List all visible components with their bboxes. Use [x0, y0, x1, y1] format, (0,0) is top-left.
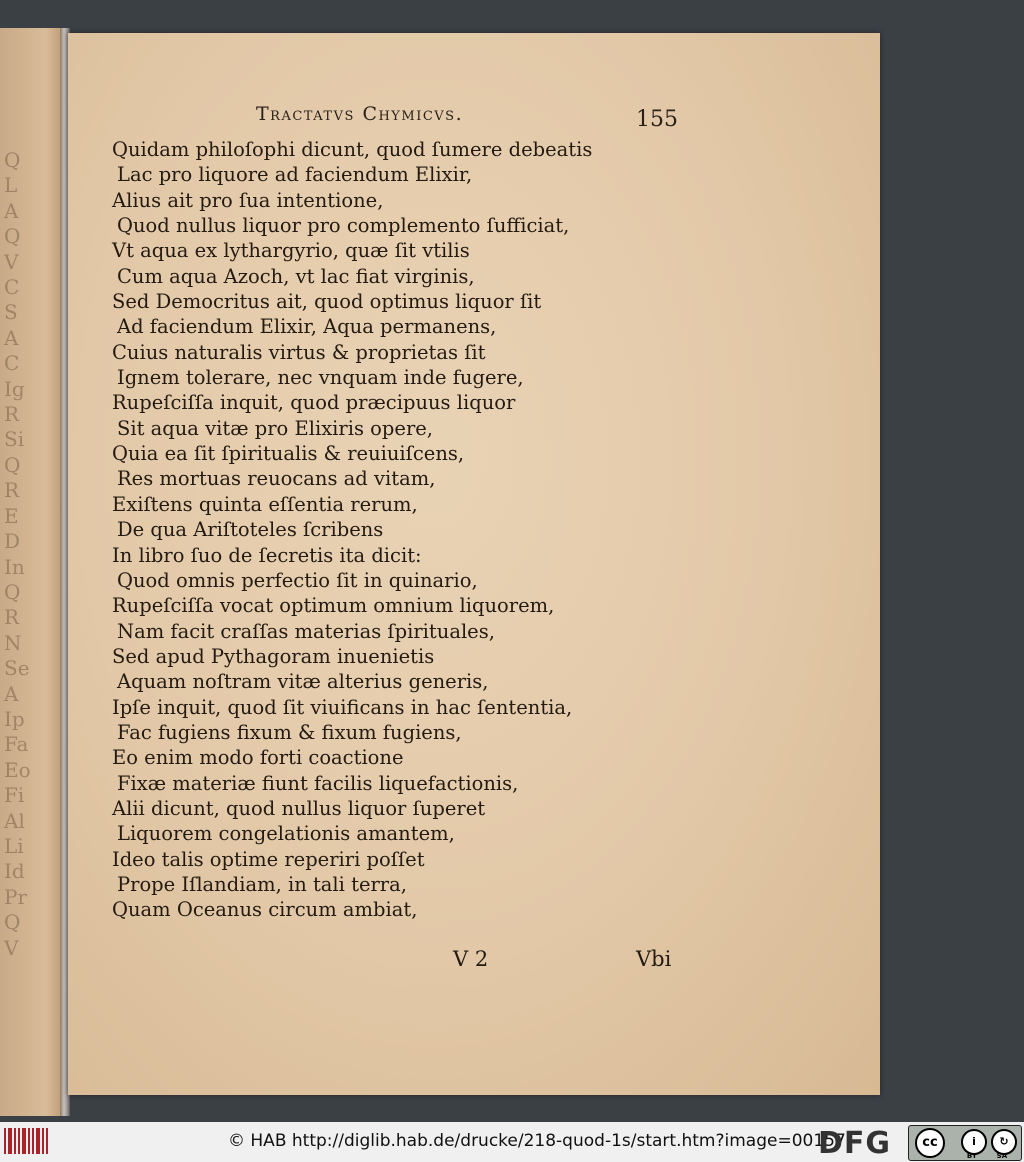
facing-page-fragment: C: [4, 275, 20, 300]
facing-page-fragment: Ip: [4, 706, 25, 731]
text-line: Eo enim modo forti coactione: [112, 746, 404, 770]
facing-page-edge: [0, 28, 66, 1116]
text-line: Quam Oceanus circum ambiat,: [112, 898, 418, 922]
text-line: Quia ea ſit ſpiritualis & reuiuiſcens,: [112, 442, 465, 466]
text-line: Res mortuas reuocans ad vitam,: [117, 467, 436, 491]
facing-page-fragment: Eo: [4, 757, 31, 782]
text-line: Fixæ materiæ fiunt facilis liquefactionis,: [117, 771, 519, 795]
text-line: Lac pro liquore ad faciendum Elixir,: [117, 163, 473, 187]
attribution-icon: i: [961, 1129, 987, 1155]
facing-page-fragment: Q: [4, 579, 21, 604]
text-line: Cum aqua Azoch, vt lac fiat virginis,: [117, 264, 475, 288]
facing-page-fragment: R: [4, 605, 20, 630]
text-line: Prope Iſlandiam, in tali terra,: [117, 872, 407, 896]
page-number: 155: [636, 107, 678, 132]
text-line: Ipſe inquit, quod ſit viuificans in hac ſententia,: [112, 695, 573, 719]
text-line: Nam facit craſſas materias ſpirituales,: [117, 619, 495, 643]
dfg-logo: DFG: [818, 1126, 892, 1161]
text-line: Vt aqua ex lythargyrio, quæ ſit vtilis: [112, 239, 470, 263]
facing-page-text: [4, 148, 62, 961]
text-line: Quidam philoſophi dicunt, quod ſumere debeatis: [112, 138, 593, 161]
text-line: Rupeſciſſa inquit, quod præcipuus liquor: [112, 391, 516, 415]
facing-page-fragment: Se: [4, 656, 30, 681]
facing-page-fragment: D: [4, 529, 21, 554]
text-line: Sed apud Pythagoram inuenietis: [112, 644, 435, 668]
by-tag: BY: [966, 1152, 977, 1160]
facing-page-fragment: A: [4, 325, 19, 350]
text-line: Quod omnis perfectio ſit in quinario,: [117, 568, 478, 592]
facing-page-fragment: Q: [4, 224, 21, 249]
facing-page-fragment: Id: [4, 859, 25, 884]
share-alike-icon: ↻: [991, 1129, 1017, 1155]
facing-page-fragment: In: [4, 554, 25, 579]
text-line: Aquam noſtram vitæ alterius generis,: [117, 670, 489, 694]
facing-page-fragment: R: [4, 478, 20, 503]
facing-page-fragment: Ig: [4, 376, 25, 401]
facing-page-fragment: A: [4, 681, 19, 706]
book-page: [68, 33, 880, 1095]
facing-page-fragment: Al: [4, 808, 25, 833]
text-line: In libro ſuo de ſecretis ita dicit:: [112, 543, 422, 567]
text-line: Liquorem congelationis amantem,: [117, 822, 455, 846]
copyright-link[interactable]: © HAB http://diglib.hab.de/drucke/218-quod-1s/start.htm?image=00157: [228, 1131, 846, 1151]
facing-page-fragment: Q: [4, 452, 21, 477]
facing-page-fragment: Fa: [4, 732, 29, 757]
facing-page-fragment: Si: [4, 427, 25, 452]
text-line: Alii dicunt, quod nullus liquor ſuperet: [112, 796, 486, 820]
facing-page-fragment: Li: [4, 833, 24, 858]
license-tags: [957, 1152, 1017, 1160]
signature-mark: V 2: [453, 947, 489, 971]
text-line: Ideo talis optime reperiri poſſet: [112, 847, 425, 871]
text-line: Sed Democritus ait, quod optimus liquor ſit: [112, 290, 542, 314]
text-line: Quod nullus liquor pro complemento ſufficiat,: [117, 214, 570, 238]
text-line: Alius ait pro ſua intentione,: [112, 188, 384, 212]
facing-page-fragment: Q: [4, 910, 21, 935]
running-header: Tractatvs Chymicvs.: [256, 103, 464, 125]
footer-bar: [0, 1122, 1024, 1162]
text-line: Sit aqua vitæ pro Elixiris opere,: [117, 416, 434, 440]
facing-page-fragment: Fi: [4, 783, 25, 808]
cc-license-badge[interactable]: [908, 1125, 1022, 1161]
text-line: Exiſtens quinta eſſentia rerum,: [112, 492, 418, 516]
facing-page-fragment: E: [4, 503, 19, 528]
facing-page-fragment: S: [4, 300, 18, 325]
text-line: Ignem tolerare, nec vnquam inde fugere,: [117, 366, 524, 390]
cc-icon: cc: [915, 1128, 945, 1158]
facing-page-fragment: Pr: [4, 884, 28, 909]
facing-page-fragment: V: [4, 935, 19, 960]
text-line: Fac fugiens fixum & fixum fugiens,: [117, 720, 462, 744]
verse-text: [112, 137, 732, 923]
facing-page-fragment: N: [4, 630, 22, 655]
facing-page-fragment: C: [4, 351, 20, 376]
catchword: Vbi: [636, 947, 672, 971]
facing-page-fragment: L: [4, 173, 18, 198]
facing-page-fragment: A: [4, 198, 19, 223]
text-line: Cuius naturalis virtus & proprietas ſit: [112, 340, 486, 364]
sa-tag: SA: [996, 1152, 1008, 1160]
facing-page-fragment: V: [4, 249, 19, 274]
text-line: De qua Ariſtoteles ſcribens: [117, 518, 384, 542]
text-line: Ad faciendum Elixir, Aqua permanens,: [117, 315, 497, 339]
text-line: Rupeſciſſa vocat optimum omnium liquorem,: [112, 594, 555, 618]
facing-page-fragment: R: [4, 402, 20, 427]
facing-page-fragment: Q: [4, 148, 21, 172]
hab-barcode-icon: [4, 1128, 48, 1154]
